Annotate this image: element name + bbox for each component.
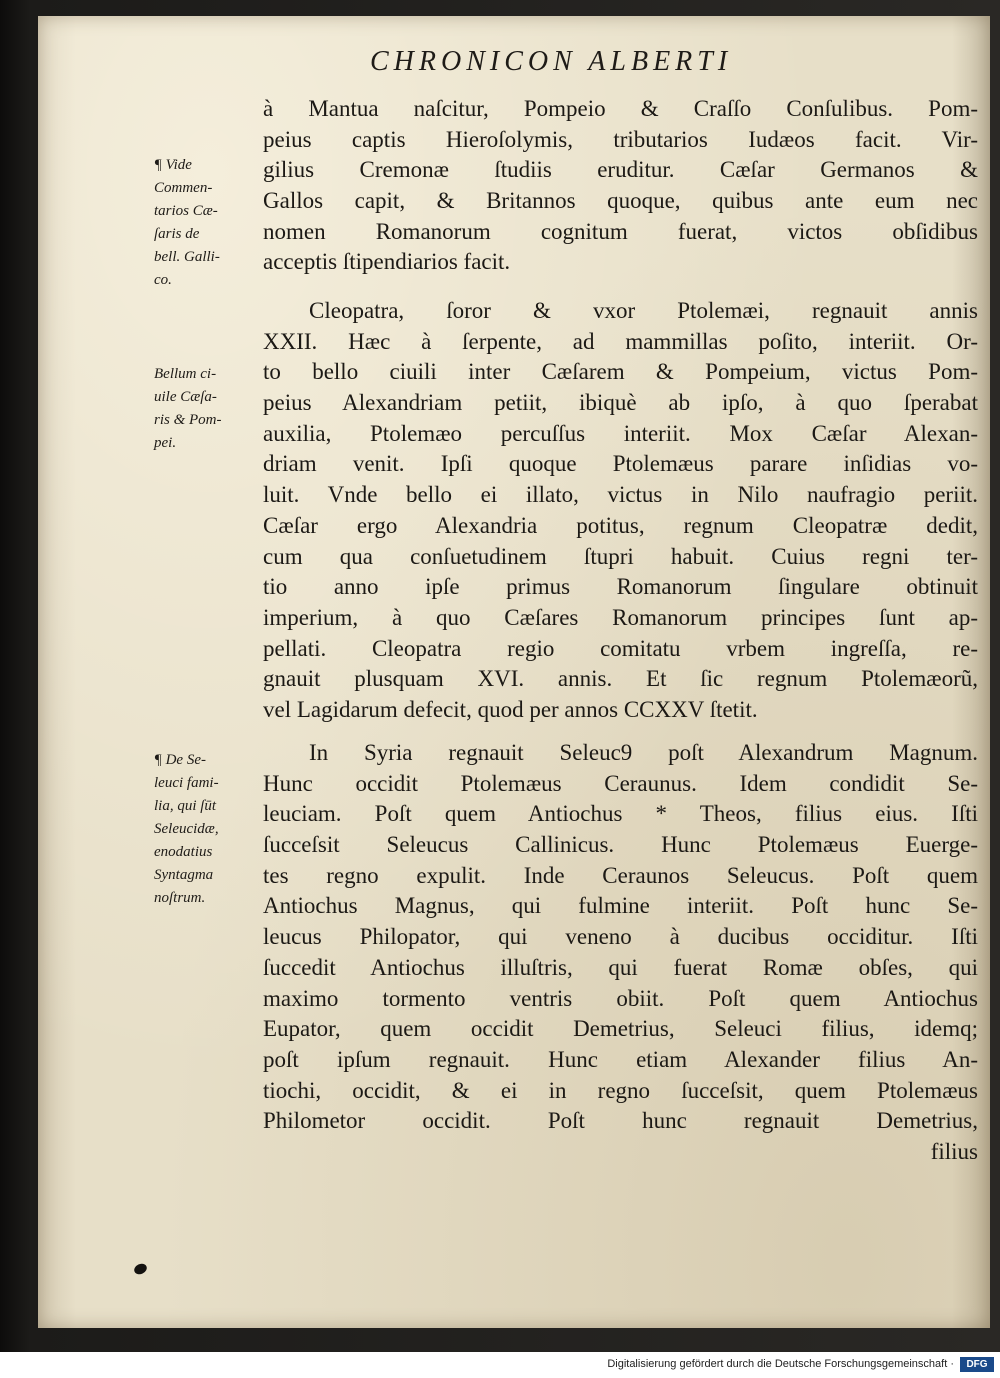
text-line: imperium, à quo Cæſares Romanorum principes ſunt ap- [263,604,978,630]
text-line: Philometor occidit. Poſt hunc regnauit Demetrius, [263,1108,978,1134]
marginal-note [154,749,264,910]
note-line: ¶ Vide [154,157,192,173]
note-line: co. [154,272,172,288]
note-line: ¶ De Se- [154,752,206,768]
text-line: tes regno expulit. Inde Ceraunos Seleucus. Poſt quem [263,862,978,888]
text-line: luit. Vnde bello ei illato, victus in Nilo naufragio periit. [263,482,978,508]
note-line: ris & Pom- [154,412,222,428]
text-line: peius captis Hieroſolymis, tributarios Iudæos facit. Vir- [263,126,978,152]
text-line: driam venit. Ipſi quoque Ptolemæus parare inſidias vo- [263,451,978,477]
funding-credit: Digitalisierung gefördert durch die Deutsche Forschungsgemeinschaft · [607,1358,954,1370]
catchword: filius [930,1138,978,1164]
note-line: enodatius [154,844,213,860]
text-line: Gallos capit, & Britannos quoque, quibus ante eum nec [263,188,978,214]
note-line: Seleucidæ, [154,821,219,837]
running-header: CHRONICON ALBERTI [370,46,733,77]
text-line: pellati. Cleopatra regio comitatu vrbem ingreſſa, re- [263,635,978,661]
text-line: Hunc occidit Ptolemæus Ceraunus. Idem condidit Se- [263,770,978,796]
marginal-note [154,363,264,455]
text-line: tio anno ipſe primus Romanorum ſingulare obtinuit [263,574,978,600]
text-line: maximo tormento ventris obiit. Poſt quem Antiochus [263,985,978,1011]
note-line: lia, qui ſūt [154,798,217,814]
book-page [38,16,990,1328]
text-line: nomen Romanorum cognitum fuerat, victos obſidibus [263,218,978,244]
note-line: ſaris de [154,226,200,242]
text-line: Antiochus Magnus, qui fulmine interiit. Poſt hunc Se- [263,893,978,919]
text-line: In Syria regnauit Seleuc9 poſt Alexandrum Magnum. [309,740,978,765]
text-line: Cæſar ergo Alexandria potitus, regnum Cleopatræ dedit, [263,512,978,538]
paragraph [263,738,978,1168]
text-line: to bello ciuili inter Cæſarem & Pompeium, victus Pom- [263,359,978,385]
note-line: noſtrum. [154,890,206,906]
note-line: bell. Galli- [154,249,220,265]
note-line: leuci fami- [154,775,219,791]
note-line: Commen- [154,180,213,196]
text-line: tiochi, occidit, & ei in regno ſucceſsit, quem Ptolemæus [263,1077,978,1103]
text-line: cum qua conſuetudinem ſtupri habuit. Cuius regni ter- [263,543,978,569]
ink-blot [132,1262,148,1277]
text-line: leuciam. Poſt quem Antiochus * Theos, filius eius. Iſti [263,801,978,827]
note-line: pei. [154,435,177,451]
note-line: uile Cæſa- [154,389,217,405]
note-line: tarios Cæ- [154,203,218,219]
text-line: XXII. Hæc à ſerpente, ad mammillas poſito, interiit. Or- [263,328,978,354]
text-line: Eupator, quem occidit Demetrius, Seleuci filius, idemq; [263,1016,978,1042]
text-line: à Mantua naſcitur, Pompeio & Craſſo Conſulibus. Pom- [263,96,978,121]
text-line: Cleopatra, ſoror & vxor Ptolemæi, regnauit annis [309,298,978,323]
text-line: gilius Cremonæ ſtudiis eruditur. Cæſar Germanos & [263,157,978,183]
text-line: poſt ipſum regnauit. Hunc etiam Alexander filius An- [263,1046,978,1072]
text-line: acceptis ſtipendiarios facit. [263,249,511,275]
note-line: Syntagma [154,867,214,883]
text-line: vel Lagidarum defecit, quod per annos CCXXV ſtetit. [263,696,758,722]
text-line: ſuccedit Antiochus illuſtris, qui fuerat Romæ obſes, qui [263,954,978,980]
text-line: leucus Philopator, qui veneno à ducibus occiditur. Iſti [263,924,978,950]
text-line: gnauit plusquam XVI. annis. Et ſic regnum Ptolemæorũ, [263,666,978,692]
paragraph [263,296,978,726]
paragraph [263,94,978,278]
marginal-note [154,154,264,292]
dfg-logo: DFG [960,1357,994,1372]
text-line: auxilia, Ptolemæo percuſſus interiit. Mox Cæſar Alexan- [263,420,978,446]
text-line: peius Alexandriam petiit, ibiquè ab ipſo, à quo ſperabat [263,390,978,416]
note-line: Bellum ci- [154,366,217,382]
text-line: ſucceſsit Seleucus Callinicus. Hunc Ptolemæus Euerge- [263,832,978,858]
